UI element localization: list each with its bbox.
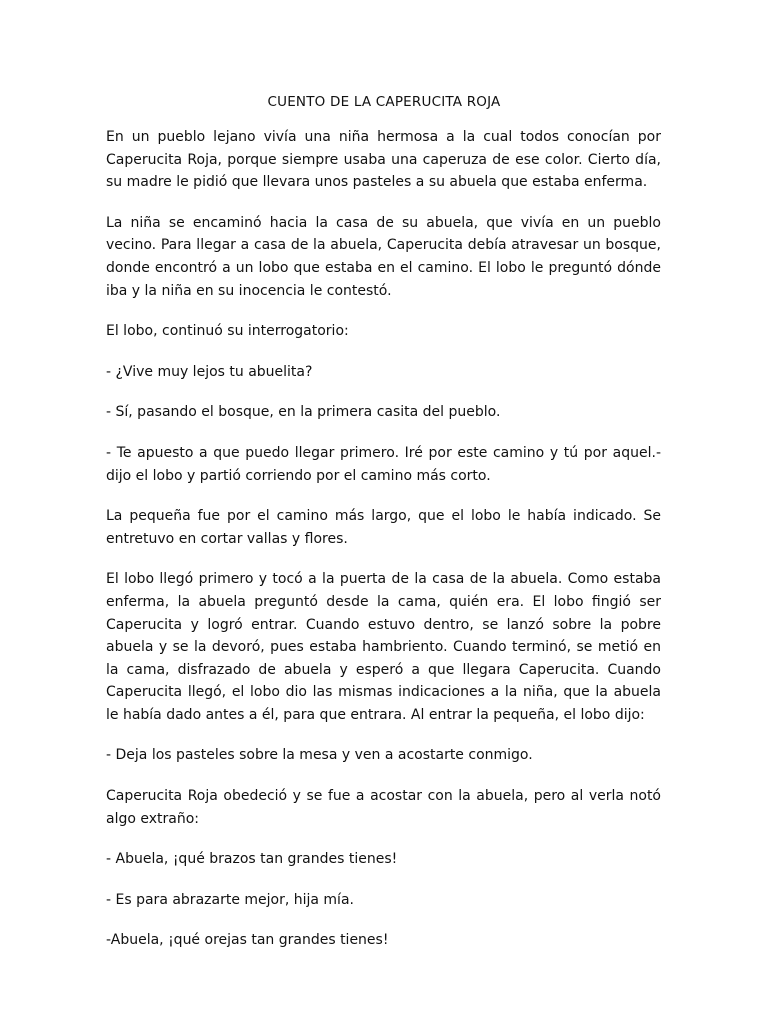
paragraph-interrogation: El lobo, continuó su interrogatorio: [106,323,349,340]
dialogue-line: - Deja los pasteles sobre la mesa y ven a acostarte conmigo. [106,747,533,764]
document-body [106,126,661,970]
dialogue-line: - Es para abrazarte mejor, hija mía. [106,891,354,908]
dialogue-line: - Te apuesto a que puedo llegar primero. Iré por este camino y tú por aquel.- dijo el lobo y partió corriendo por el camino más corto. [106,444,661,484]
paragraph-wolf-arrives: El lobo llegó primero y tocó a la puerta de la casa de la abuela. Como estaba enferma, la abuela preguntó desde la cama, quién era. El lobo fingió ser Caperucita y logró entrar. Cuando estuvo dentro, se lanzó sobre la pobre abuela y se la devoró, pues estaba hambriento. Cuando terminó, se metió en la cama, disfrazado de abuela y esperó a que llegara Caperucita. Cuando Caperucita llegó, el lobo dio las mismas indicaciones a la niña, que la abuela le había dado antes a él, para que entrara. Al entrar la pequeña, el lobo dijo: [106,571,661,723]
dialogue-line: -Abuela, ¡qué orejas tan grandes tienes! [106,932,389,949]
paragraph-long-path: La pequeña fue por el camino más largo, que el lobo le había indicado. Se entretuvo en cortar vallas y flores. [106,508,661,547]
dialogue-line: - Sí, pasando el bosque, en la primera casita del pueblo. [106,404,501,421]
paragraph-intro: En un pueblo lejano vivía una niña hermosa a la cual todos conocían por Caperucita Roja, porque siempre usaba una caperuza de ese color. Cierto día, su madre le pidió que llevara unos pasteles a su abuela que estaba enferma. [106,129,661,191]
paragraph-journey: La niña se encaminó hacia la casa de su abuela, que vivía en un pueblo vecino. Para llegar a casa de la abuela, Caperucita debía atravesar un bosque, donde encontró a un lobo que estaba en el camino. El lobo le preguntó dónde iba y la niña en su inocencia le contestó. [106,214,661,299]
dialogue-line: - ¿Vive muy lejos tu abuelita? [106,363,313,380]
dialogue-line: - Abuela, ¡qué brazos tan grandes tienes! [106,851,398,868]
document-title: CUENTO DE LA CAPERUCITA ROJA [267,94,501,110]
paragraph-strange: Caperucita Roja obedeció y se fue a acostar con la abuela, pero al verla notó algo extraño: [106,788,661,827]
